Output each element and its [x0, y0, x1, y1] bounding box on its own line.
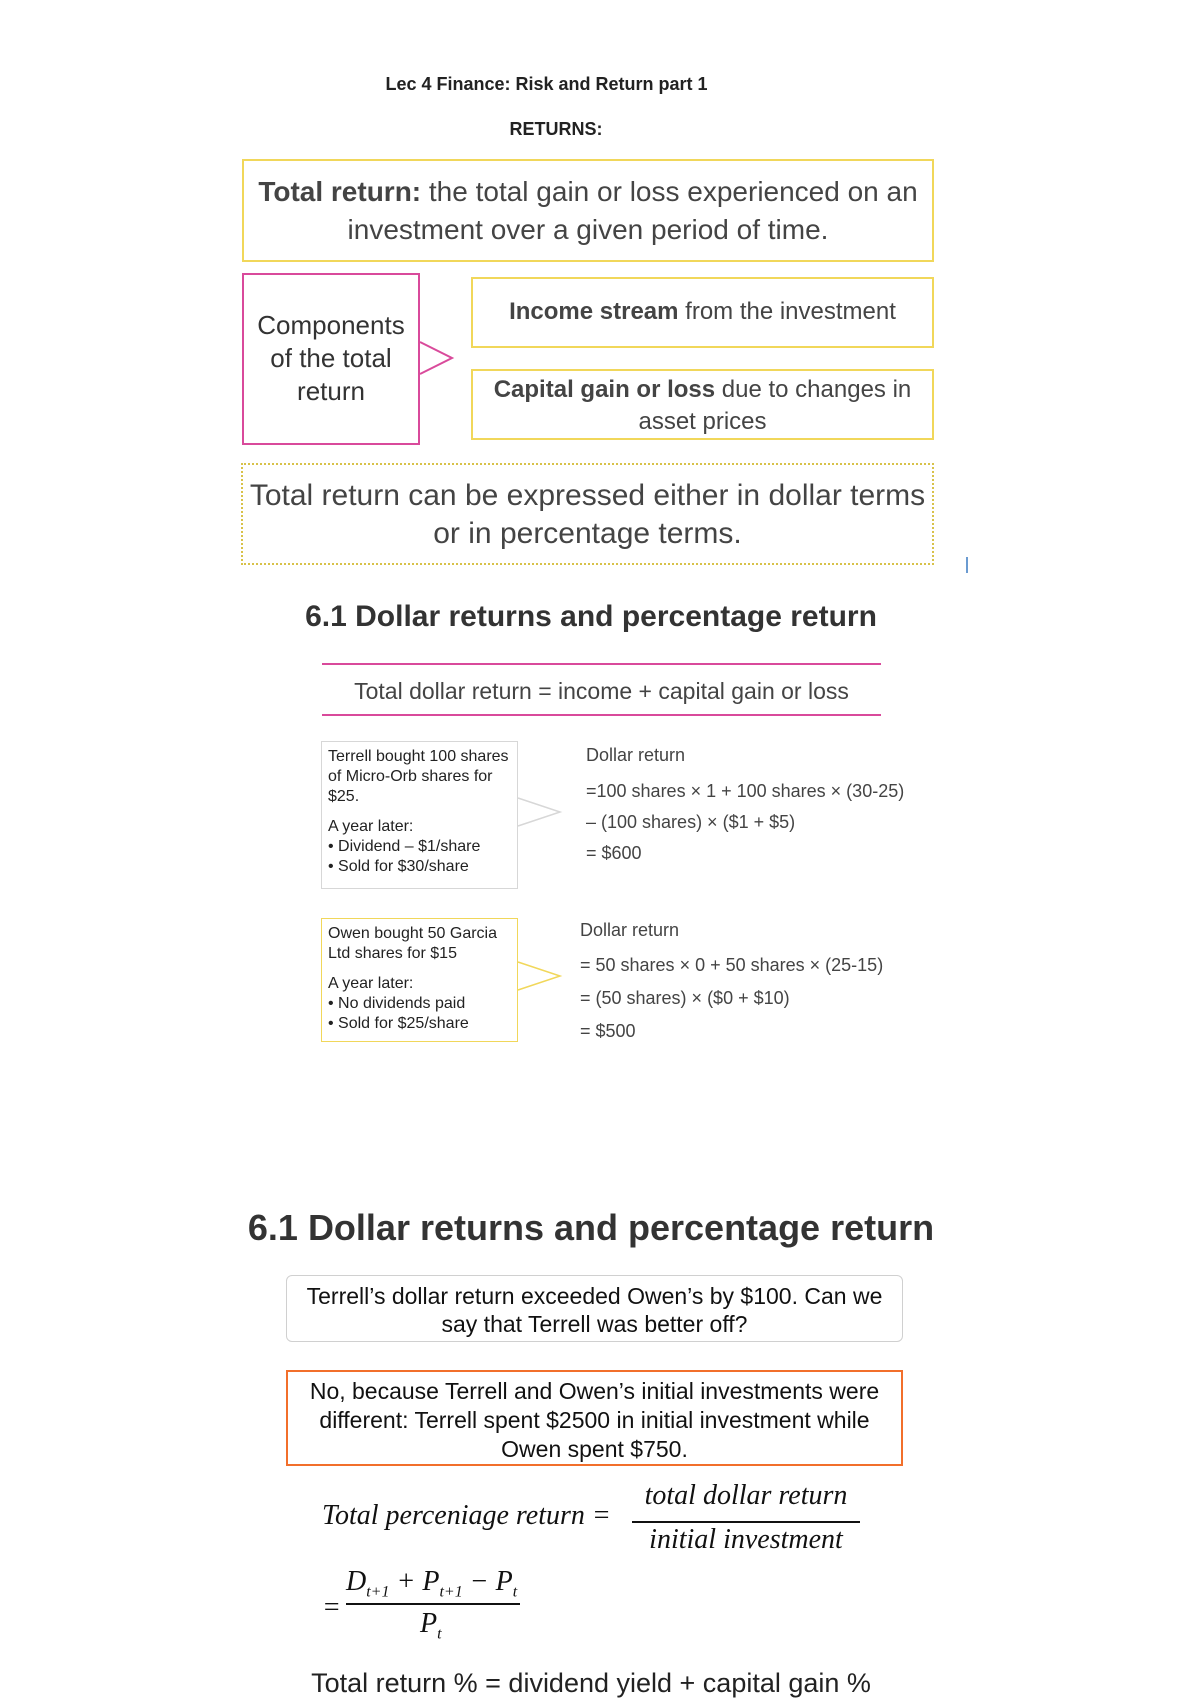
terrell-purchase: Terrell bought 100 shares of Micro-Orb shares for $25. — [328, 748, 509, 805]
formula-top-rule — [322, 663, 881, 665]
owen-calc-line2: = (50 shares) × ($0 + $10) — [580, 988, 790, 1008]
answer-box: No, because Terrell and Owen’s initial investments were different: Terrell spent $2500 in initial investment while Owen spent $750. — [286, 1370, 903, 1466]
owen-later-title: A year later: — [328, 975, 414, 992]
terrell-calc-title: Dollar return — [586, 745, 686, 765]
definition-text: the total gain or loss experienced on an investment over a given period of time. — [347, 176, 918, 245]
document-title: Lec 4 Finance: Risk and Return part 1 — [385, 74, 708, 94]
capital-gain-box — [471, 369, 934, 440]
question-box: Terrell’s dollar return exceeded Owen’s by $100. Can we say that Terrell was better off? — [286, 1275, 903, 1342]
section2-heading: 6.1 Dollar returns and percentage return — [247, 1207, 935, 1248]
definition-term: Total return: — [258, 176, 422, 207]
fraction-bar — [632, 1521, 860, 1523]
formula-numerator: $D_{t+1} + P_{t+1} - P_t$ — [346, 1566, 518, 1601]
fraction-numerator: total dollar return — [644, 1480, 848, 1511]
document-subtitle: RETURNS: — [509, 119, 603, 139]
components-label-box: Components of the total return — [242, 273, 420, 445]
capital-gain-term: Capital gain or loss — [493, 376, 716, 403]
income-stream-term: Income stream — [509, 298, 679, 325]
owen-calc-line1: = 50 shares × 0 + 50 shares × (25-15) — [580, 955, 884, 975]
owen-calc-line3: = $500 — [580, 1021, 636, 1041]
terrell-calc-line2: – (100 shares) × ($1 + $5) — [586, 812, 796, 832]
total-return-decomposition: Total return % = dividend yield + capital gain % — [311, 1668, 871, 1698]
components-callout-arrow — [418, 338, 458, 378]
owen-calc-title: Dollar return — [580, 920, 680, 940]
owen-example-box — [321, 918, 518, 1042]
terrell-calc-line1: =100 shares × 1 + 100 shares × (30-25) — [586, 781, 905, 801]
owen-calculation — [580, 920, 920, 1052]
owen-sale: • Sold for $25/share — [328, 1015, 469, 1032]
terrell-dividend: • Dividend – $1/share — [328, 838, 481, 855]
terrell-example-box — [321, 741, 518, 889]
equals-sign: = — [322, 1592, 341, 1623]
owen-callout-arrow — [516, 956, 564, 996]
formula-fraction-bar — [346, 1603, 520, 1605]
owen-purchase: Owen bought 50 Garcia Ltd shares for $15 — [328, 925, 497, 962]
section1-heading: 6.1 Dollar returns and percentage return — [305, 600, 877, 633]
income-stream-box — [471, 277, 934, 348]
dollar-return-formula: Total dollar return = income + capital gain or loss — [354, 678, 849, 704]
terrell-later-title: A year later: — [328, 818, 414, 835]
expression-note-box: Total return can be expressed either in dollar terms or in percentage terms. — [241, 463, 934, 565]
text-cursor — [966, 557, 968, 573]
terrell-calc-line3: = $600 — [586, 843, 642, 863]
terrell-calculation — [586, 745, 916, 874]
percentage-return-label: Total perceniage return = — [322, 1500, 611, 1531]
terrell-sale: • Sold for $30/share — [328, 858, 469, 875]
definition-box — [242, 159, 934, 262]
capital-gain-text: due to changes in asset prices — [638, 376, 912, 435]
terrell-callout-arrow — [516, 792, 564, 832]
income-stream-text: from the investment — [678, 298, 896, 325]
owen-dividend: • No dividends paid — [328, 995, 466, 1012]
formula-denominator: $P_t$ — [420, 1608, 442, 1643]
fraction-denominator: initial investment — [649, 1524, 843, 1555]
formula-bottom-rule — [322, 714, 881, 716]
